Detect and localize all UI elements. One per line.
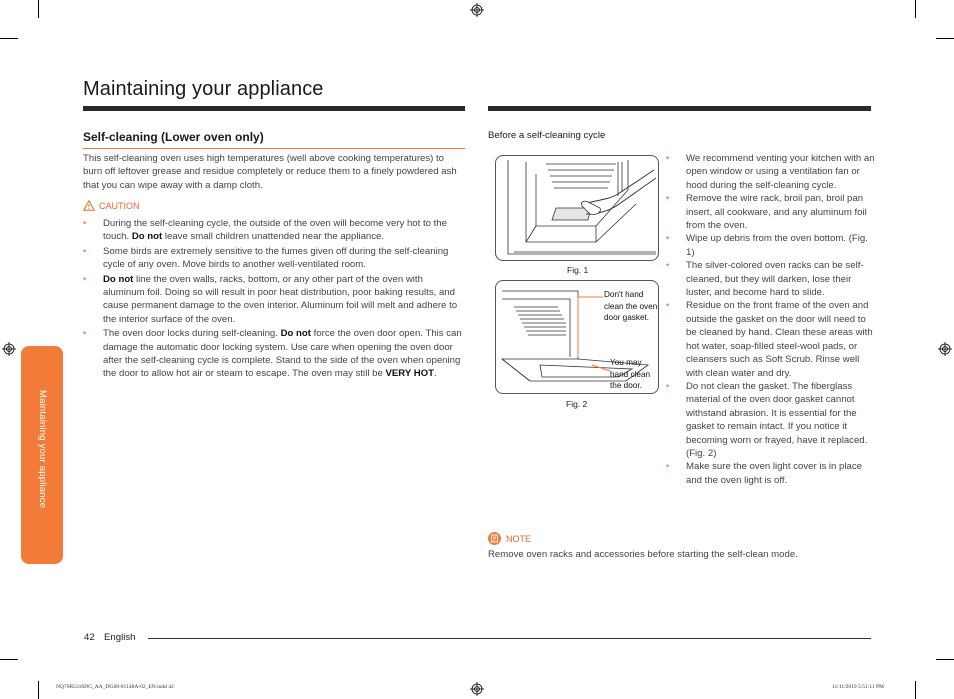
- crop-mark: [915, 0, 916, 18]
- text-run: Remove the wire rack, broil pan, broil pan insert, all cookware, and any aluminum foil from the oven.: [686, 193, 867, 232]
- bullet-icon: •: [83, 273, 87, 284]
- text-run: Wipe up debris from the oven bottom. (Fig. 1): [686, 233, 868, 258]
- text-run: leave small children unattended near the appliance.: [162, 231, 385, 243]
- figure-1: [495, 155, 659, 261]
- list-item: [666, 232, 876, 259]
- crop-mark: [936, 659, 954, 660]
- text-run: Residue on the front frame of the oven and outside the gasket on the door will need to be cleaned by hand. Clean these areas with hot water, soap-filled steel-wool pads, or cleansers such as Soft Scrub. Rinse well with clean water and dry.: [686, 300, 873, 379]
- list-item: [83, 217, 467, 244]
- note-icon: [488, 532, 501, 545]
- list-item: [666, 152, 876, 192]
- crop-mark: [915, 681, 916, 699]
- figure-1-caption: Fig. 1: [567, 265, 589, 275]
- registration-mark-icon: [938, 342, 952, 356]
- list-item: [83, 273, 467, 327]
- caution-list: [83, 217, 467, 382]
- note-label: [488, 532, 531, 545]
- bullet-icon: •: [83, 328, 87, 339]
- caution-text: CAUTION: [99, 200, 140, 211]
- chapter-side-tab: [21, 346, 63, 564]
- crop-mark: [0, 38, 18, 39]
- footer-rule: [148, 638, 871, 639]
- slug-file: NQ70R5316DG_AA_DG68-01148A-02_EN.indd 42: [56, 684, 174, 690]
- section-heading: Self-cleaning (Lower oven only): [83, 130, 465, 149]
- list-item: [666, 460, 876, 487]
- list-item: [666, 259, 876, 299]
- text-run: During the self-cleaning cycle, the outside of the oven will become very hot to the touch.: [103, 218, 447, 243]
- door-clean-label: You may hand clean the door.: [610, 358, 651, 390]
- bullet-icon: •: [83, 245, 87, 256]
- subsection-heading: Before a self-cleaning cycle: [488, 130, 606, 141]
- figure-2-caption: Fig. 2: [566, 399, 588, 409]
- text-run: Do not clean the gasket. The fiberglass material of the oven door gasket cannot withstand abrasion. It is essential for the gasket to remain intact. If you notice it becoming worn or frayed, have it replaced. (Fig. 2): [686, 380, 868, 459]
- bullet-icon: •: [666, 380, 670, 391]
- bold-run: Do not: [103, 273, 134, 285]
- text-run: force the oven door open. This can damage the automatic door locking system. Use care when opening the oven door after the self-cleaning cycle is complete. Stand to the side of the oven when opening the door to allow hot air or steam to escape. The oven may still be: [103, 328, 462, 380]
- side-tab-label: Maintaining your appliance: [37, 390, 48, 509]
- text-run: Some birds are extremely sensitive to the fumes given off during the self-cleaning cycle of any oven. Move birds to another well-ventilated room.: [103, 245, 449, 271]
- crop-mark: [38, 681, 39, 699]
- bullet-icon: •: [666, 461, 670, 472]
- intro-paragraph: This self-cleaning oven uses high temperatures (well above cooking temperatures) to burn off leftover grease and residue completely or reduce them to a finely powdered ash that you can wipe away with a damp cloth.: [83, 153, 457, 191]
- before-cycle-list: [666, 152, 876, 487]
- bullet-icon: •: [666, 300, 670, 311]
- bullet-icon: •: [83, 218, 87, 228]
- page-number: 42: [84, 632, 95, 643]
- language-label: English: [104, 632, 136, 643]
- gasket-warning-label: Don't hand clean the oven door gasket.: [604, 290, 658, 322]
- text-run: .: [433, 368, 437, 380]
- crop-mark: [38, 0, 39, 18]
- registration-mark-icon: [470, 3, 484, 17]
- note-title: NOTE: [506, 533, 532, 544]
- text-run: The silver-colored oven racks can be self-cleaned, but they will darken, lose their luster, and become hard to slide.: [686, 260, 864, 299]
- bullet-icon: •: [666, 193, 670, 204]
- list-item: [666, 192, 876, 232]
- bold-run: Do not: [131, 231, 163, 243]
- bold-run: Do not: [280, 328, 311, 340]
- text-run: The oven door locks during self-cleaning.: [103, 328, 281, 340]
- bold-run: VERY HOT: [385, 368, 434, 380]
- bullet-icon: •: [666, 153, 670, 163]
- caution-label: [83, 200, 140, 211]
- page-title: Maintaining your appliance: [83, 78, 324, 100]
- title-rule-left: [83, 106, 465, 111]
- text-run: We recommend venting your kitchen with an open window or using a ventilation fan or hood during the self-cleaning cycle.: [686, 153, 875, 191]
- list-item: [83, 245, 467, 272]
- slug-date: 11/11/2019 5:51:11 PM: [832, 684, 884, 690]
- bullet-icon: •: [666, 260, 670, 271]
- registration-mark-icon: [2, 342, 16, 356]
- note-text: Remove oven racks and accessories before starting the self-clean mode.: [488, 549, 798, 560]
- crop-mark: [0, 659, 18, 660]
- text-run: line the oven walls, racks, bottom, or any other part of the oven with aluminum foil. Doing so will result in poor heat distribution, poor baking results, and cause permanent damage to the oven interior. Aluminum foil will melt and adhere to the interior surface of the oven.: [103, 273, 458, 325]
- warning-triangle-icon: [83, 200, 95, 211]
- title-rule-right: [488, 106, 871, 111]
- list-item: [666, 299, 876, 379]
- text-run: Make sure the oven light cover is in place and the oven light is off.: [686, 461, 862, 486]
- bullet-icon: •: [666, 233, 670, 244]
- list-item: [83, 327, 467, 381]
- crop-mark: [936, 38, 954, 39]
- registration-mark-icon: [470, 682, 484, 696]
- list-item: [666, 380, 876, 460]
- oven-wipe-illustration-icon: [496, 156, 659, 261]
